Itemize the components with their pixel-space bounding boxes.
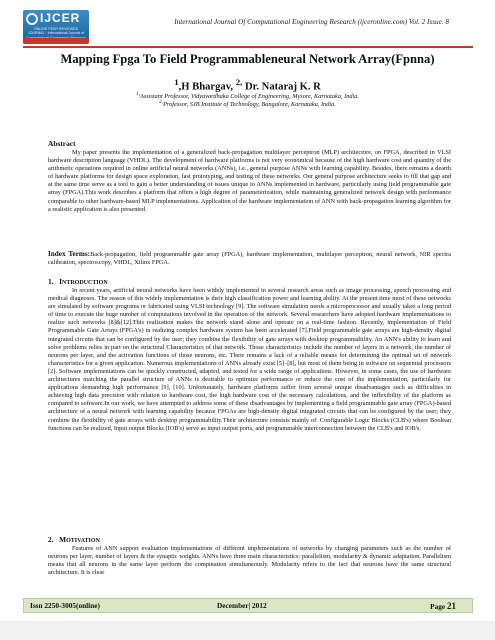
index-terms-text: Back-propagation, field programmable gate array (FPGA), hardware implementation, multilayer perceptron, neural network, NIR spectra calibration, spectroscopy, VHDL, Xilinx FPGA. (48, 251, 452, 267)
page-footer (23, 598, 473, 613)
affiliation-2-text: Professor, SJB Institute of Technology, Bangalore, Karnataka, India. (163, 101, 336, 109)
footer-date: December| 2012 (217, 601, 267, 610)
affiliation-1-text: Assistant Professor, Vidyavardhaka College of Engineering, Mysore, Karnataka, India. (139, 93, 359, 101)
logo-text: IJCER (40, 11, 81, 25)
section-2-text: Features of ANN support evaluation implementations of different implementations of networks by changing parameters such as the number of neurons per layer, number of layers & the synaptic weights. ANNs have three main characteristics: parallelism, modularity & dynamic adaptation. Parallelism means that all neurons in the same layer perform the computation simultaneously. Modularity refers to the fact that neurons have the same structural architecture. It is clear (48, 545, 451, 577)
journal-title: International Journal Of Computational Engineering Research (ijceronline.com) Vol. 2 Issue. 8 (174, 18, 449, 26)
section-1-title-rest: NTRODUCTION (61, 280, 108, 286)
section-2-title-initial: M (59, 535, 67, 544)
footer-page-number: 21 (447, 601, 456, 611)
author2-superscript: 2, (235, 77, 243, 87)
header-divider (23, 46, 473, 48)
footer-issn: Issn 2250-3005(online) (30, 601, 100, 610)
paper-title: Mapping Fpga To Field Programmableneural Network Array(Fpnna) (60, 52, 435, 66)
author1-superscript: 1 (174, 77, 179, 87)
viewer-bottom-strip (0, 621, 495, 640)
affiliation-2-superscript: 2, (159, 99, 164, 105)
section-2-title-rest: OTIVATION (66, 538, 100, 544)
logo-band (23, 38, 89, 44)
footer-page (430, 601, 456, 611)
logo-ring-icon (26, 13, 38, 25)
footer-page-label: Page (430, 602, 446, 611)
author1-name: ,H Bhargav, (178, 81, 236, 93)
section-2-heading (48, 535, 100, 544)
section-1-title-initial: I (59, 277, 62, 286)
index-terms (48, 250, 451, 267)
abstract-text: My paper presents the implementation of a generalized back-propagation multilayer perceptron (MLP) architecture, on FPGA, described in VLSI hardware description language (VHDL). The development of hardware platforms is not very economical because of the high hardware cost and quantity of the arithmetic operations required in online artificial neural networks (ANNs), i.e., general purpose ANNs with learning capability. Besides, there remains a dearth of hardware platforms for design space exploration, fast prototyping, and testing of these networks. Our general purpose architecture seeks to fill that gap and at the same time serve as a tool to gain a better understanding of issues unique to ANNs implemented in hardware, particularly using field programmable gate array (FPGA).This work describes a platform that offers a high degree of parameterization, while maintaining generalized network design with performance comparable to other hardware-based MLP implementations. Application of the hardware implementation of ANN with back-propagation learning algorithm for a realistic application is also presented. (48, 149, 451, 213)
abstract-heading: Abstract (48, 139, 76, 148)
section-1-text: In recent years, artificial neural networks have been widely implemented in several research areas such as image processing, speech processing and medical diagnoses. The reason of this widely implementation is their high classification power and learning ability. At the present time most of these networks are simulated by software programs or fabricated using VLSI technology [9]. The software simulation needs a microprocessor and usually takes a long period of time to execute the huge number of computations involved in the operation of the network. Several researchers have adopted hardware implementations to realize such networks [8]&[12].This realization makes the network stand alone and operate on a real-time fashion. Recently, implementation of Field Programmable Gate Arrays (FPGA's) in realizing complex hardware system has been accelerated [7].Field programmable gate arrays are high-density digital integrated circuits that can be configured by the user; they combine the flexibility of gate arrays with desktop programmability. An ANN's ability to learn and solve problems relies in part on the structural Characteristics of that network. Those characteristics include the number of layers in a network, the number of neurons per layer, and the activation functions of those neurons, etc. There remains a lack of a reliable means for determining the optimal set of network characteristics for a given application. Numerous implementations of ANNs already exist [5]–[8], but most of them being in software on sequential processors [2]. Software implementations can be quickly constructed, adapted, and tested for a wide range of applications. However, in some cases, the use of hardware architectures matching the parallel structure of ANNs is desirable to optimize performance or reduce the cost of the implementation, particularly for applications demanding high performance [9], [10]. Unfortunately, hardware platforms suffer from several unique disadvantages such as difficulties in achieving high data precision with relation to hardware cost, the high hardware cost of the necessary calculations, and the inflexibility of the platform as compared to software.In our work, we have attempted to address some of these disadvantages by implementing a field programmable gate array (FPGA)-based architecture of a neural network with learning capability because FPGAs are high-density digital integrated circuits that can be configured by the user; they combine the flexibility of gate arrays with desktop programmability.Their architecture consists mainly of: Configurable Logic Blocks (CLB's) where Boolean functions can be realized, Input output Blocks (IOB's) serve as input output ports, and programmable interconnection between the CLB's and IOB's. (48, 287, 451, 432)
abstract-body (48, 149, 451, 214)
section-1-number: 1. (48, 277, 54, 286)
index-terms-label: Index Terms: (48, 250, 91, 258)
author2-name: Dr. Nataraj K. R (242, 81, 321, 93)
section-2-body (48, 545, 451, 577)
section-2-number: 2. (48, 535, 54, 544)
affiliation-1-superscript: 1, (136, 91, 140, 97)
journal-logo (23, 10, 89, 44)
section-1-body (48, 287, 451, 433)
logo-subtext: ONLINE PEER REVIEWED JOURNAL · International Journal of (27, 27, 85, 36)
affiliation-2 (0, 99, 495, 108)
section-1-heading (48, 277, 108, 286)
